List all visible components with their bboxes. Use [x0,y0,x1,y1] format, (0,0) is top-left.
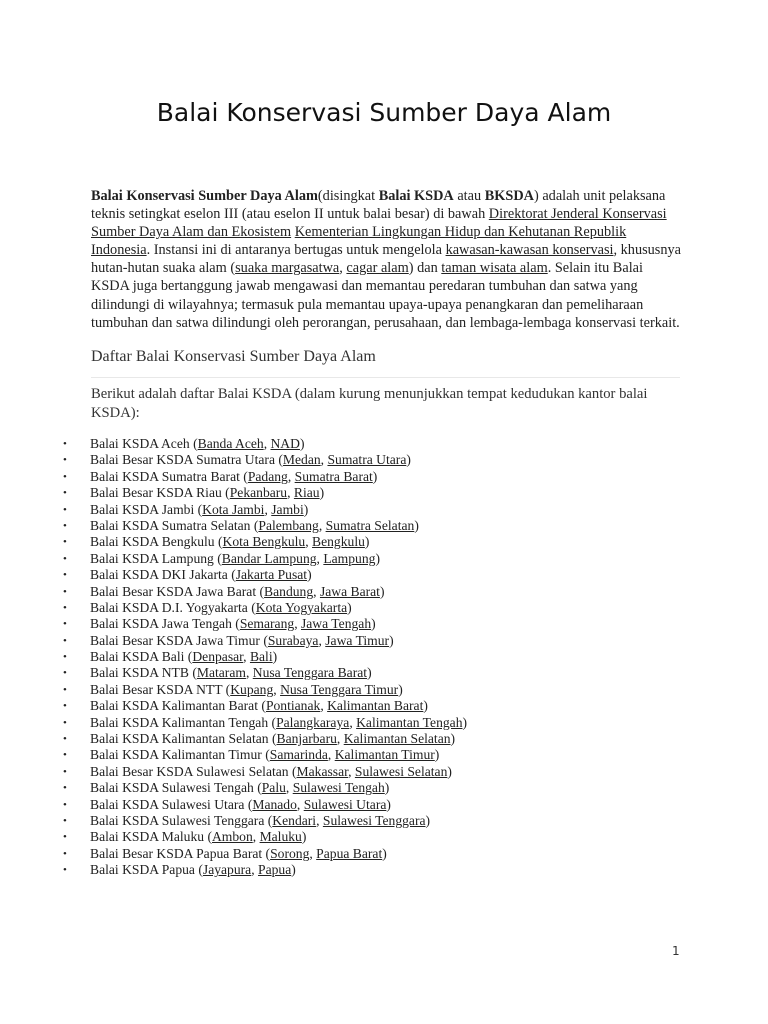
list-item [0,469,467,485]
list-item-province-link[interactable]: Maluku [259,829,302,845]
list-item-punctuation: , [316,812,323,828]
list-item-punctuation: ) [371,616,376,632]
link-kawasan-konservasi[interactable]: kawasan-kawasan konservasi [445,242,614,259]
list-item-province-link[interactable]: Kalimantan Barat [327,698,424,714]
list-item-city-link[interactable]: Mataram [196,665,246,681]
list-item-punctuation: ( [222,681,231,697]
bullet-icon: • [63,618,67,631]
list-item-punctuation: ( [268,731,277,747]
list-item-city-link[interactable]: Ambon [211,829,253,845]
list-item-punctuation: ( [244,796,253,812]
list-item-punctuation: ) [307,567,312,583]
list-item-punctuation: ) [272,649,278,665]
list-item-city-link[interactable]: Denpasar [192,649,244,665]
list-item-city-link[interactable]: Surabaya [267,632,319,648]
bullet-icon: • [63,667,67,680]
list-item-name: Balai Besar KSDA NTT [90,681,223,697]
balai-ksda-list [0,436,467,879]
list-item-punctuation: ) [425,812,431,828]
list-item-punctuation: ( [268,714,277,730]
list-item-name: Balai KSDA Jawa Tengah [90,616,232,632]
list-item-punctuation: , [287,468,295,484]
list-item-punctuation: ) [299,436,305,451]
list-item-city-link[interactable]: Pekanbaru [229,485,288,501]
list-item-punctuation: ) [347,599,352,615]
list-item-punctuation: , [251,862,259,878]
list-item-name: Balai Besar KSDA Jawa Barat [90,583,257,599]
page-title: Balai Konservasi Sumber Daya Alam [156,98,612,127]
list-item-punctuation: ) [382,845,387,861]
list-item-province-link[interactable]: Lampung [323,550,376,566]
list-item-name: Balai KSDA Sulawesi Tenggara [90,812,265,828]
list-item-city-link[interactable]: Kota Bengkulu [222,534,306,550]
list-item-name: Balai KSDA Sulawesi Utara [90,796,245,812]
list-item-city-link[interactable]: Samarinda [269,747,328,763]
bullet-icon: • [63,814,67,827]
list-item-province-link[interactable]: Papua Barat [316,845,383,861]
list-item-punctuation: ( [262,845,271,861]
bullet-icon: • [63,601,67,614]
list-item-punctuation: ) [384,780,390,796]
section-heading: Daftar Balai Konservasi Sumber Daya Alam [91,348,376,365]
list-item-punctuation: ) [375,550,380,566]
list-item-punctuation: ( [250,517,259,533]
list-item-punctuation: ( [214,534,223,550]
list-item-punctuation: ( [288,763,297,779]
list-item-name: Balai KSDA Maluku [90,829,205,845]
list-item-punctuation: ) [414,517,419,533]
list-item [0,813,467,829]
list-item-city-link[interactable]: Palu [261,780,286,796]
list-item [0,567,467,583]
list-item-city-link[interactable]: Kota Jambi [202,501,265,517]
list-item-city-link[interactable]: Bandar Lampung [221,550,317,566]
list-item-punctuation: ) [379,583,385,599]
list-item [0,600,467,616]
bullet-icon: • [63,634,67,647]
list-item-city-link[interactable]: Kupang [230,681,274,697]
list-item-punctuation: , [309,845,317,861]
intro-text: (disingkat [317,188,379,204]
list-item-city-link[interactable]: Kendari [272,812,317,828]
bullet-icon: • [63,765,67,778]
list-intro: Berikut adalah daftar Balai KSDA (dalam kurung menunjukkan tempat kedudukan kantor balai KSDA): [91,386,648,421]
bullet-icon: • [63,454,67,467]
page-number: 1 [672,944,680,958]
list-item-province-link[interactable]: Kalimantan Selatan [343,731,451,747]
list-item-name: Balai KSDA Kalimantan Selatan [90,731,269,747]
bullet-icon: • [63,569,67,582]
list-item-punctuation: ( [194,501,203,517]
list-item-province-link[interactable]: Bengkulu [312,534,365,550]
list-item-city-link[interactable]: Jayapura [202,862,252,878]
list-item [0,829,467,845]
list-item-punctuation: ) [389,632,394,648]
intro-abbr-balai-ksda: Balai KSDA [378,188,454,204]
list-item-name: Balai Besar KSDA Papua Barat [90,845,263,861]
list-item-name: Balai KSDA Sumatra Barat [90,468,240,484]
list-item-punctuation: ( [194,862,203,878]
list-item-name: Balai KSDA Kalimantan Barat [90,698,258,714]
list-item-punctuation: , [318,517,326,533]
list-item-province-link[interactable]: Sulawesi Tengah [292,780,385,796]
list-item-punctuation: , [327,747,335,763]
list-item [0,551,467,567]
bullet-icon: • [63,536,67,549]
list-item-punctuation: , [348,763,355,779]
list-item-punctuation: ) [319,485,325,501]
list-item-name: Balai KSDA Sulawesi Tengah [90,780,254,796]
list-item [0,452,467,468]
intro-text: . Instansi ini di antaranya bertugas untuk mengelola [146,242,446,259]
list-item-punctuation: ) [386,796,391,812]
bullet-icon: • [63,503,67,516]
list-item-punctuation: , [313,583,320,599]
list-item-punctuation: , [320,452,328,468]
list-item-punctuation: ( [184,649,193,665]
list-item-punctuation: ( [261,747,270,763]
list-item-punctuation: ) [372,468,378,484]
list-item-punctuation: ( [204,829,212,845]
list-item-city-link[interactable]: Jakarta Pusat [235,567,308,583]
list-item-punctuation: ) [291,862,296,878]
list-item-province-link[interactable]: Papua [258,862,292,878]
list-item-punctuation: , [273,681,281,697]
list-item-punctuation: ) [447,763,452,779]
list-item-city-link[interactable]: Manado [252,796,297,812]
intro-term: Balai Konservasi Sumber Daya Alam [91,188,318,204]
list-item-punctuation: ) [364,534,370,550]
list-item-punctuation: , [245,665,253,681]
list-item [0,616,467,632]
bullet-icon: • [63,438,67,450]
bullet-icon: • [63,733,67,746]
list-item [0,584,467,600]
list-item-punctuation: ( [258,698,266,714]
list-item-name: Balai KSDA Jambi [90,501,195,517]
list-item-name: Balai Besar KSDA Jawa Timur [90,632,260,648]
list-item-punctuation: ( [253,780,262,796]
list-item-punctuation: ) [301,829,307,845]
list-item-punctuation: ) [398,681,403,697]
list-item-punctuation: , [294,616,301,632]
intro-text: ) adalah unit pelaksana teknis setingkat eselon III (atau eselon II untuk balai besar) di bawah [91,188,666,223]
list-item [0,797,467,813]
bullet-icon: • [63,683,67,696]
link-kementerian[interactable]: Kementerian Lingkungan Hidup dan Kehutanan Republik Indonesia [91,224,627,259]
list-item [0,518,467,534]
list-item-punctuation: , [285,780,293,796]
bullet-icon: • [63,749,67,762]
list-item-punctuation: , [318,632,326,648]
list-item-province-link[interactable]: Riau [293,485,320,501]
bullet-icon: • [63,470,67,483]
list-item [0,698,467,714]
list-item-city-link[interactable]: Palangkaraya [276,714,350,730]
list-item [0,764,467,780]
list-item-province-link[interactable]: Jawa Barat [319,583,380,599]
list-item-punctuation: ( [239,468,248,484]
list-item [0,715,467,731]
list-item [0,534,467,550]
list-item-city-link[interactable]: Bandung [264,583,314,599]
list-item-province-link[interactable]: Sumatra Utara [327,452,407,468]
list-item-punctuation: , [305,534,313,550]
list-item-punctuation: , [296,796,304,812]
intro-text: ) dan [408,260,442,277]
intro-text: . Selain itu Balai KSDA juga bertanggung jawab mengawasi dan memantau peredaran tumbuhan dan satwa yang dilindungi di wilayahnya; termasuk pula memantau upaya-upaya penangkaran dan pemeliharaan tumbuhan dan satwa dilindungi oleh perorangan, perusahaan, dan lembaga-lembaga konservasi terkait. [91,260,680,331]
list-item-punctuation: , [320,698,328,714]
intro-abbr-bksda: BKSDA [484,188,534,204]
list-item-city-link[interactable]: Banda Aceh [197,436,264,451]
list-item-city-link[interactable]: Semarang [239,616,295,632]
list-item [0,682,467,698]
list-item-name: Balai KSDA Sumatra Selatan [90,517,251,533]
bullet-icon: • [63,782,67,795]
list-item-city-link[interactable]: Palembang [258,517,319,533]
list-item-punctuation: , [264,501,272,517]
list-item-city-link[interactable]: Banjarbaru [276,731,337,747]
list-item-name: Balai KSDA Aceh [90,436,190,451]
list-item-punctuation: ( [247,599,256,615]
list-item-province-link[interactable]: Sulawesi Selatan [354,763,448,779]
list-item-punctuation: ( [274,452,283,468]
list-item-punctuation: , [336,731,344,747]
list-item [0,502,467,518]
bullet-icon: • [63,651,67,664]
list-item-city-link[interactable]: Makassar [296,763,349,779]
list-item-punctuation: ) [367,665,372,681]
list-item-name: Balai KSDA Lampung [90,550,214,566]
list-item [0,649,467,665]
bullet-icon: • [63,700,67,713]
list-item-province-link[interactable]: Sulawesi Tenggara [322,812,426,828]
list-item-punctuation: , [263,436,271,451]
list-item-name: Balai KSDA Papua [90,862,195,878]
list-item-province-link[interactable]: Kalimantan Timur [334,747,435,763]
list-item-province-link[interactable]: Nusa Tenggara Barat [252,665,368,681]
list-item [0,665,467,681]
bullet-icon: • [63,716,67,729]
list-item-province-link[interactable]: Sulawesi Utara [303,796,387,812]
divider [91,377,680,378]
list-item-name: Balai Besar KSDA Sumatra Utara [90,452,275,468]
list-item-province-link[interactable]: Kalimantan Tengah [356,714,463,730]
list-item-province-link[interactable]: Sumatra Selatan [325,517,415,533]
intro-paragraph [91,187,683,332]
list-item-punctuation: ( [188,665,197,681]
link-taman-wisata-alam[interactable]: taman wisata alam [441,260,548,277]
list-item-punctuation: ( [231,616,240,632]
list-item-punctuation: ) [450,731,456,747]
list-item-name: Balai Besar KSDA Sulawesi Selatan [90,763,289,779]
list-item-punctuation: , [252,829,260,845]
list-item-name: Balai KSDA Bengkulu [90,534,215,550]
list-item-punctuation: ( [227,567,236,583]
list-item-name: Balai KSDA Kalimantan Timur [90,747,262,763]
list-item-punctuation: , [287,485,294,501]
list-item [0,846,467,862]
list-item-province-link[interactable]: Sumatra Barat [294,468,373,484]
list-item-province-link[interactable]: Jawa Timur [325,632,390,648]
list-item-punctuation: , [243,649,250,665]
list-item-province-link[interactable]: Jambi [271,501,304,517]
list-item [0,485,467,501]
list-item [0,633,467,649]
list-item-punctuation: , [349,714,357,730]
intro-text: , khususnya hutan-hutan suaka alam ( [91,242,682,277]
link-suaka-margasatwa[interactable]: suaka margasatwa [235,260,340,277]
list-item-name: Balai KSDA DKI Jakarta [90,567,228,583]
list-item-punctuation: ( [264,812,273,828]
bullet-icon: • [63,847,67,860]
list-item-city-link[interactable]: Kota Yogyakarta [255,599,348,615]
list-item-name: Balai KSDA D.I. Yogyakarta [90,599,248,615]
list-item-punctuation: ) [434,747,440,763]
list-item [0,862,467,878]
intro-text: , [339,260,347,277]
list-item-punctuation: ( [213,550,222,566]
list-item-punctuation: ) [423,698,428,714]
bullet-icon: • [63,519,67,532]
intro-text: atau [453,188,485,204]
list-item-province-link[interactable]: Bali [249,649,273,665]
list-item-punctuation: ) [303,501,309,517]
list-item-name: Balai KSDA Kalimantan Tengah [90,714,269,730]
list-item-punctuation: ( [259,632,268,648]
bullet-icon: • [63,798,67,811]
list-item-name: Balai KSDA NTB [90,665,189,681]
list-item-province-link[interactable]: Jawa Tengah [300,616,372,632]
list-item-city-link[interactable]: Pontianak [265,698,321,714]
bullet-icon: • [63,552,67,565]
list-item-punctuation: , [316,550,324,566]
list-item [0,731,467,747]
list-item-city-link[interactable]: Padang [247,468,288,484]
list-item-province-link[interactable]: NAD [270,436,300,451]
list-item-punctuation: ) [462,714,468,730]
list-item [0,780,467,796]
link-cagar-alam[interactable]: cagar alam [346,260,409,277]
list-item-city-link[interactable]: Sorong [270,845,310,861]
list-item-province-link[interactable]: Nusa Tenggara Timur [280,681,399,697]
bullet-icon: • [63,487,67,500]
bullet-icon: • [63,831,67,844]
list-item-city-link[interactable]: Medan [282,452,321,468]
list-item-punctuation: ( [189,436,198,451]
list-item [0,747,467,763]
list-item-name: Balai Besar KSDA Riau [90,485,222,501]
list-item-punctuation: ( [221,485,230,501]
link-direktorat-jenderal[interactable]: Direktorat Jenderal Konservasi Sumber Daya Alam dan Ekosistem [91,206,667,241]
bullet-icon: • [63,864,67,877]
bullet-icon: • [63,585,67,598]
list-item-punctuation: ( [256,583,265,599]
list-item [0,436,467,452]
list-item-name: Balai KSDA Bali [90,649,185,665]
list-item-punctuation: ) [406,452,411,468]
